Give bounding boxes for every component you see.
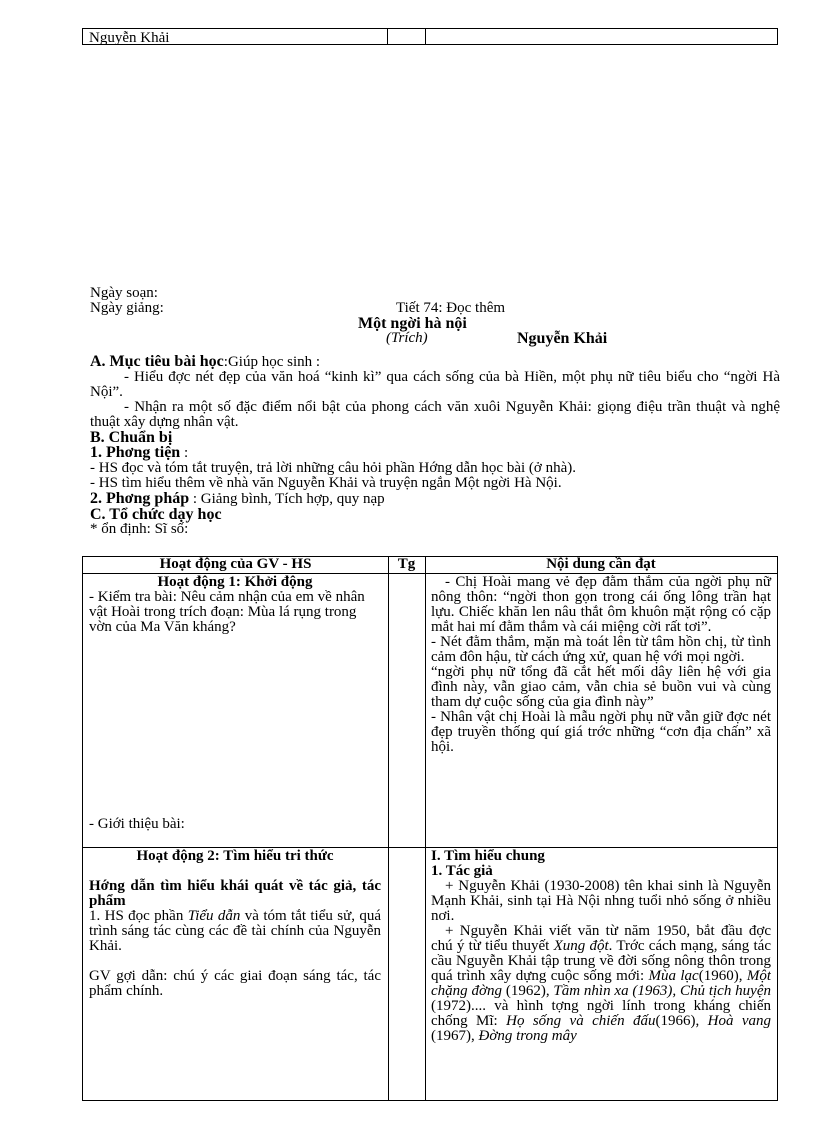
content-2-p2-italic-6: Hoà vang <box>707 1013 771 1029</box>
on-dinh-line: * ổn định: Sĩ số: <box>90 521 189 537</box>
activity-2-p1-b: và tóm tắt tiểu sử, quá trình sáng tác cùng các đề tài chính của Nguyễn Khải. <box>89 908 381 954</box>
activity-2-p2: GV gợi dẫn: chú ý các giai đoạn sáng tác, tác phẩm chính. <box>89 968 381 999</box>
content-2-p2-italic-3: Một chặng đờng <box>431 968 771 999</box>
row2-activities-cell <box>89 849 381 1099</box>
col-header-time: Tg <box>397 556 416 572</box>
section-b-heading: B. Chuẩn bị <box>90 429 173 446</box>
content-2-p2-b: . Trớc cách mạng, sáng tác cầu Nguyễn Khải tập trung về đời sống nông thôn trong quá trình xây dựng cuộc sống mới: <box>431 938 771 984</box>
ngay-giang-label: Ngày giảng: <box>90 300 164 316</box>
lesson-title: Một ngời hà nội <box>358 315 467 332</box>
col-header-activities: Hoạt động của GV - HS <box>159 556 312 572</box>
section-a-heading-rest: :Giúp học sinh : <box>223 354 321 370</box>
top-table-cell-author: Nguyễn Khải <box>83 29 388 44</box>
activity-2-subtitle: Hớng dẫn tìm hiểu khái quát về tác giả, tác phẩm <box>89 878 381 909</box>
lesson-author: Nguyễn Khải <box>517 330 608 347</box>
content-1-p4: - Nhân vật chị Hoài là mẫu ngời phụ nữ vẫn giữ đợc nét đẹp truyền thống quí giá trớc những “cơn địa chấn” xã hội. <box>431 709 771 755</box>
row2-content-cell <box>431 849 771 1100</box>
activity-2-p1-italic: Tiểu dẫn <box>187 908 241 924</box>
activity-2-p1-a: 1. HS đọc phần <box>89 908 188 924</box>
lesson-period: Tiết 74: Đọc thêm <box>396 300 506 316</box>
prep-item-2: - HS tìm hiểu thêm về nhà văn Nguyễn Khải và truyện ngắn Một ngời Hà Nội. <box>90 475 562 491</box>
teaching-table <box>82 556 778 1101</box>
content-1-p3: “ngời phụ nữ tổng đã cắt hết mối dây liên hệ với gia đình này, vẫn giao cảm, vẫn chia sẻ buồn vui và cùng tham dự cuộc sống của gia đình này” <box>431 664 771 710</box>
row1-activities-cell <box>89 575 381 845</box>
content-2-p2-f: (1966), <box>655 1013 708 1029</box>
activity-2-spacer <box>89 864 381 879</box>
objective-2: - Nhận ra một số đặc điểm nổi bật của phong cách văn xuôi Nguyễn Khải: giọng điệu trần thuật và nghệ thuật xây dựng nhân vật. <box>90 399 780 430</box>
section-a-heading: A. Mục tiêu bài học <box>90 353 224 370</box>
excerpt-note: (Trích) <box>386 330 428 346</box>
content-2-p2-c: (1960), <box>698 968 747 984</box>
table-divider-col2 <box>425 557 426 1100</box>
activity-2-title: Hoạt động 2: Tìm hiểu tri thức <box>136 848 334 864</box>
section-b-sub1-rest: : <box>180 445 189 461</box>
prep-item-1: - HS đọc và tóm tắt truyện, trả lời những câu hỏi phần Hớng dẫn học bài (ở nhà). <box>90 460 576 476</box>
content-2-p2 <box>431 924 771 1044</box>
top-table-fragment <box>82 28 778 45</box>
activity-1-intro: - Giới thiệu bài: <box>89 816 185 832</box>
activity-1-text: - Kiểm tra bài: Nêu cảm nhận của em về nhân vật Hoài trong trích đoạn: Mùa lá rụng trong vờn của Ma Văn kháng? <box>89 589 365 635</box>
content-2-p2-d: (1962), <box>502 983 554 999</box>
activity-2-p1 <box>89 909 381 954</box>
header-line-1 <box>90 286 778 301</box>
content-2-heading-2: 1. Tác giả <box>431 863 493 879</box>
content-2-p2-italic-4: Tầm nhìn xa (1963), Chủ tịch huyện <box>553 983 771 999</box>
top-table-cell-empty <box>388 29 426 44</box>
content-1-p1: - Chị Hoài mang vẻ đẹp đằm thắm của ngời phụ nữ nông thôn: “ngời thon gọn trong cái ống lông trần hạt lựu. Chiếc khăn len nâu thắt ôm khuôn mặt rộng có cặp mắt hai mí đằm thắm và cái miệng cời rất tơi”. <box>431 574 771 635</box>
content-2-p2-e: (1972).... và hình tợng ngời lính trong kháng chiến chống Mĩ: <box>431 998 771 1029</box>
section-b-sub1-line <box>90 445 780 461</box>
ngay-soan-label: Ngày soạn: <box>90 285 158 301</box>
activity-1-title: Hoạt động 1: Khởi động <box>157 574 313 590</box>
header-line-4 <box>90 331 778 346</box>
section-a-heading-line <box>90 354 780 370</box>
content-1-p2: - Nét đằm thắm, mặn mà toát lên từ tâm hồn chị, từ tình cảm đôn hậu, từ cách ứng xử, quan hệ với mọi ngời. <box>431 634 771 665</box>
content-2-p2-italic-5: Họ sống và chiến đấu <box>506 1013 656 1029</box>
content-2-p2-italic-7: Đờng trong mây <box>478 1028 577 1044</box>
content-2-p2-a: + Nguyễn Khải viết văn từ năm 1950, bắt đầu đợc chú ý từ tiểu thuyết <box>431 923 771 954</box>
col-header-content: Nội dung cần đạt <box>546 556 656 572</box>
content-2-heading-1: I. Tìm hiểu chung <box>431 849 545 864</box>
content-2-p1: + Nguyễn Khải (1930-2008) tên khai sinh là Nguyễn Mạnh Khải, sinh tại Hà Nội nhng tuổi nhỏ sống ở nhiều nơi. <box>431 878 771 924</box>
section-b-sub2-rest: : Giảng bình, Tích hợp, quy nạp <box>189 491 385 507</box>
section-b-sub1: 1. Phơng tiện <box>90 444 181 461</box>
section-c-heading: C. Tổ chức dạy học <box>90 506 222 523</box>
table-divider-col1 <box>388 557 389 1100</box>
content-2-p2-g: (1967), <box>431 1028 479 1044</box>
content-2-p2-italic-2: Mùa lạc <box>648 968 699 984</box>
objective-1: - Hiểu đợc nét đẹp của văn hoá “kinh kì” qua cách sống của bà Hiền, một phụ nữ tiêu biểu cho “ngời Hà Nội”. <box>90 369 780 400</box>
row1-content-cell <box>431 575 771 847</box>
lesson-header <box>90 286 778 346</box>
header-line-2 <box>90 301 778 316</box>
activity-2-spacer-2 <box>89 954 381 969</box>
top-table-cell-empty-wide <box>426 29 777 44</box>
lesson-objectives <box>90 354 780 537</box>
content-2-p2-italic-1: Xung đột <box>553 938 609 954</box>
section-b-sub2: 2. Phơng pháp <box>90 490 190 507</box>
section-b-sub2-line <box>90 491 780 507</box>
header-line-3 <box>90 316 778 331</box>
